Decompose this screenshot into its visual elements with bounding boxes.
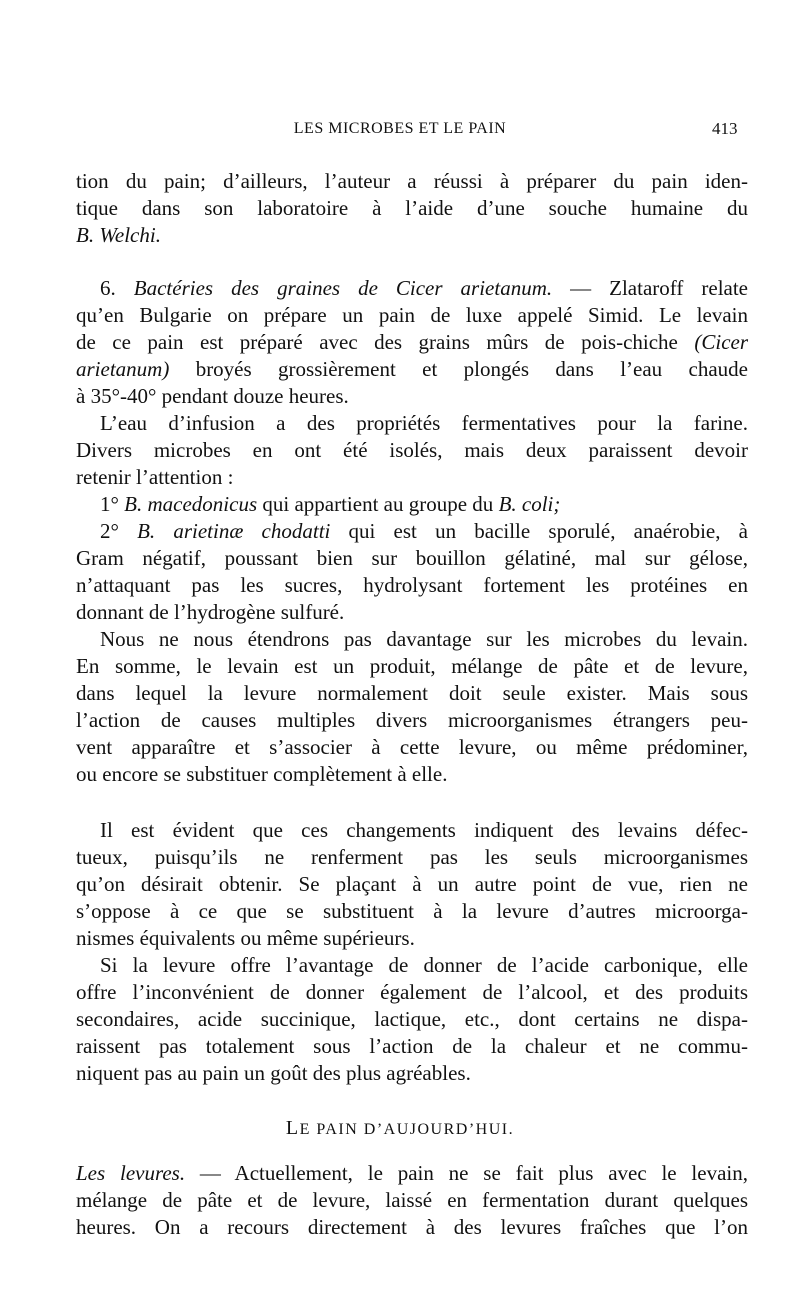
section-heading-tail: — Zlataroff relate — [570, 276, 749, 300]
text-line: dans lequel la levure normalement doit seule exister. Mais sous — [76, 681, 748, 705]
page-number: 413 — [712, 119, 738, 138]
section-number: 6. — [100, 276, 116, 300]
text-line: n’attaquant pas les sucres, hydrolysant fortement les protéines en — [76, 573, 748, 597]
text-line: tique dans son laboratoire à l’aide d’une souche humaine du — [76, 196, 748, 220]
running-title: LES MICROBES ET LE PAIN — [293, 120, 507, 137]
text-line: à 35°-40° pendant douze heures. — [76, 384, 349, 408]
text-line: Si la levure offre l’avantage de donner de l’acide carbonique, elle — [100, 953, 748, 977]
text-line: L’eau d’infusion a des propriétés fermentatives pour la farine. — [100, 411, 748, 435]
text-line: retenir l’attention : — [76, 465, 234, 489]
list-item: 1° B. macedonicus qui appartient au groupe du B. coli; — [100, 492, 561, 516]
text-line: qu’on désirait obtenir. Se plaçant à un autre point de vue, rien ne — [76, 872, 748, 896]
text-line: Il est évident que ces changements indiquent des levains défec- — [100, 818, 748, 842]
text-line: qu’en Bulgarie on prépare un pain de luxe appelé Simid. Le levain — [76, 303, 748, 327]
text-line: offre l’inconvénient de donner également de l’alcool, et des produits — [76, 980, 748, 1004]
section-heading: Bactéries des graines de Cicer arietanum. — [133, 276, 553, 300]
text-line: mélange de pâte et de levure, laissé en fermentation durant quelques — [76, 1188, 748, 1212]
text-line: s’oppose à ce que se substituent à la levure d’autres microorga- — [76, 899, 748, 923]
text-line: heures. On a recours directement à des levures fraîches que l’on — [76, 1215, 748, 1239]
text-line: de ce pain est préparé avec des grains mûrs de pois-chiche (Cicer — [76, 330, 749, 354]
species-name: B. Welchi. — [76, 223, 161, 247]
text-line: Gram négatif, poussant bien sur bouillon gélatiné, mal sur gélose, — [76, 546, 748, 570]
section-title: LE PAIN D’AUJOURD’HUI. — [285, 1117, 515, 1139]
text-line: nismes équivalents ou même supérieurs. — [76, 926, 415, 950]
text-line: tueux, puisqu’ils ne renferment pas les seuls microorganismes — [76, 845, 748, 869]
text-line: arietanum) broyés grossièrement et plongés dans l’eau chaude — [76, 357, 748, 381]
text-line: En somme, le levain est un produit, mélange de pâte et de levure, — [76, 654, 748, 678]
text-line: Divers microbes en ont été isolés, mais deux paraissent devoir — [76, 438, 748, 462]
text-line: ou encore se substituer complètement à elle. — [76, 762, 448, 786]
text-line: vent apparaître et s’associer à cette levure, ou même prédominer, — [76, 735, 748, 759]
text-line: l’action de causes multiples divers microorganismes étrangers peu- — [76, 708, 748, 732]
text-line: Nous ne nous étendrons pas davantage sur les microbes du levain. — [100, 627, 748, 651]
text-line: niquent pas au pain un goût des plus agréables. — [76, 1061, 471, 1085]
text-line: donnant de l’hydrogène sulfuré. — [76, 600, 345, 624]
text-line: tion du pain; d’ailleurs, l’auteur a réussi à préparer du pain iden- — [76, 169, 748, 193]
list-item: 2° B. arietinæ chodatti qui est un bacille sporulé, anaérobie, à — [100, 519, 749, 543]
text-line — [76, 222, 748, 248]
text-line: raissent pas totalement sous l’action de la chaleur et ne commu- — [76, 1034, 748, 1058]
section-heading-line — [100, 275, 748, 301]
text-line: secondaires, acide succinique, lactique, etc., dont certains ne dispa- — [76, 1007, 748, 1031]
text-line: Les levures. — Actuellement, le pain ne se fait plus avec le levain, — [76, 1161, 748, 1185]
